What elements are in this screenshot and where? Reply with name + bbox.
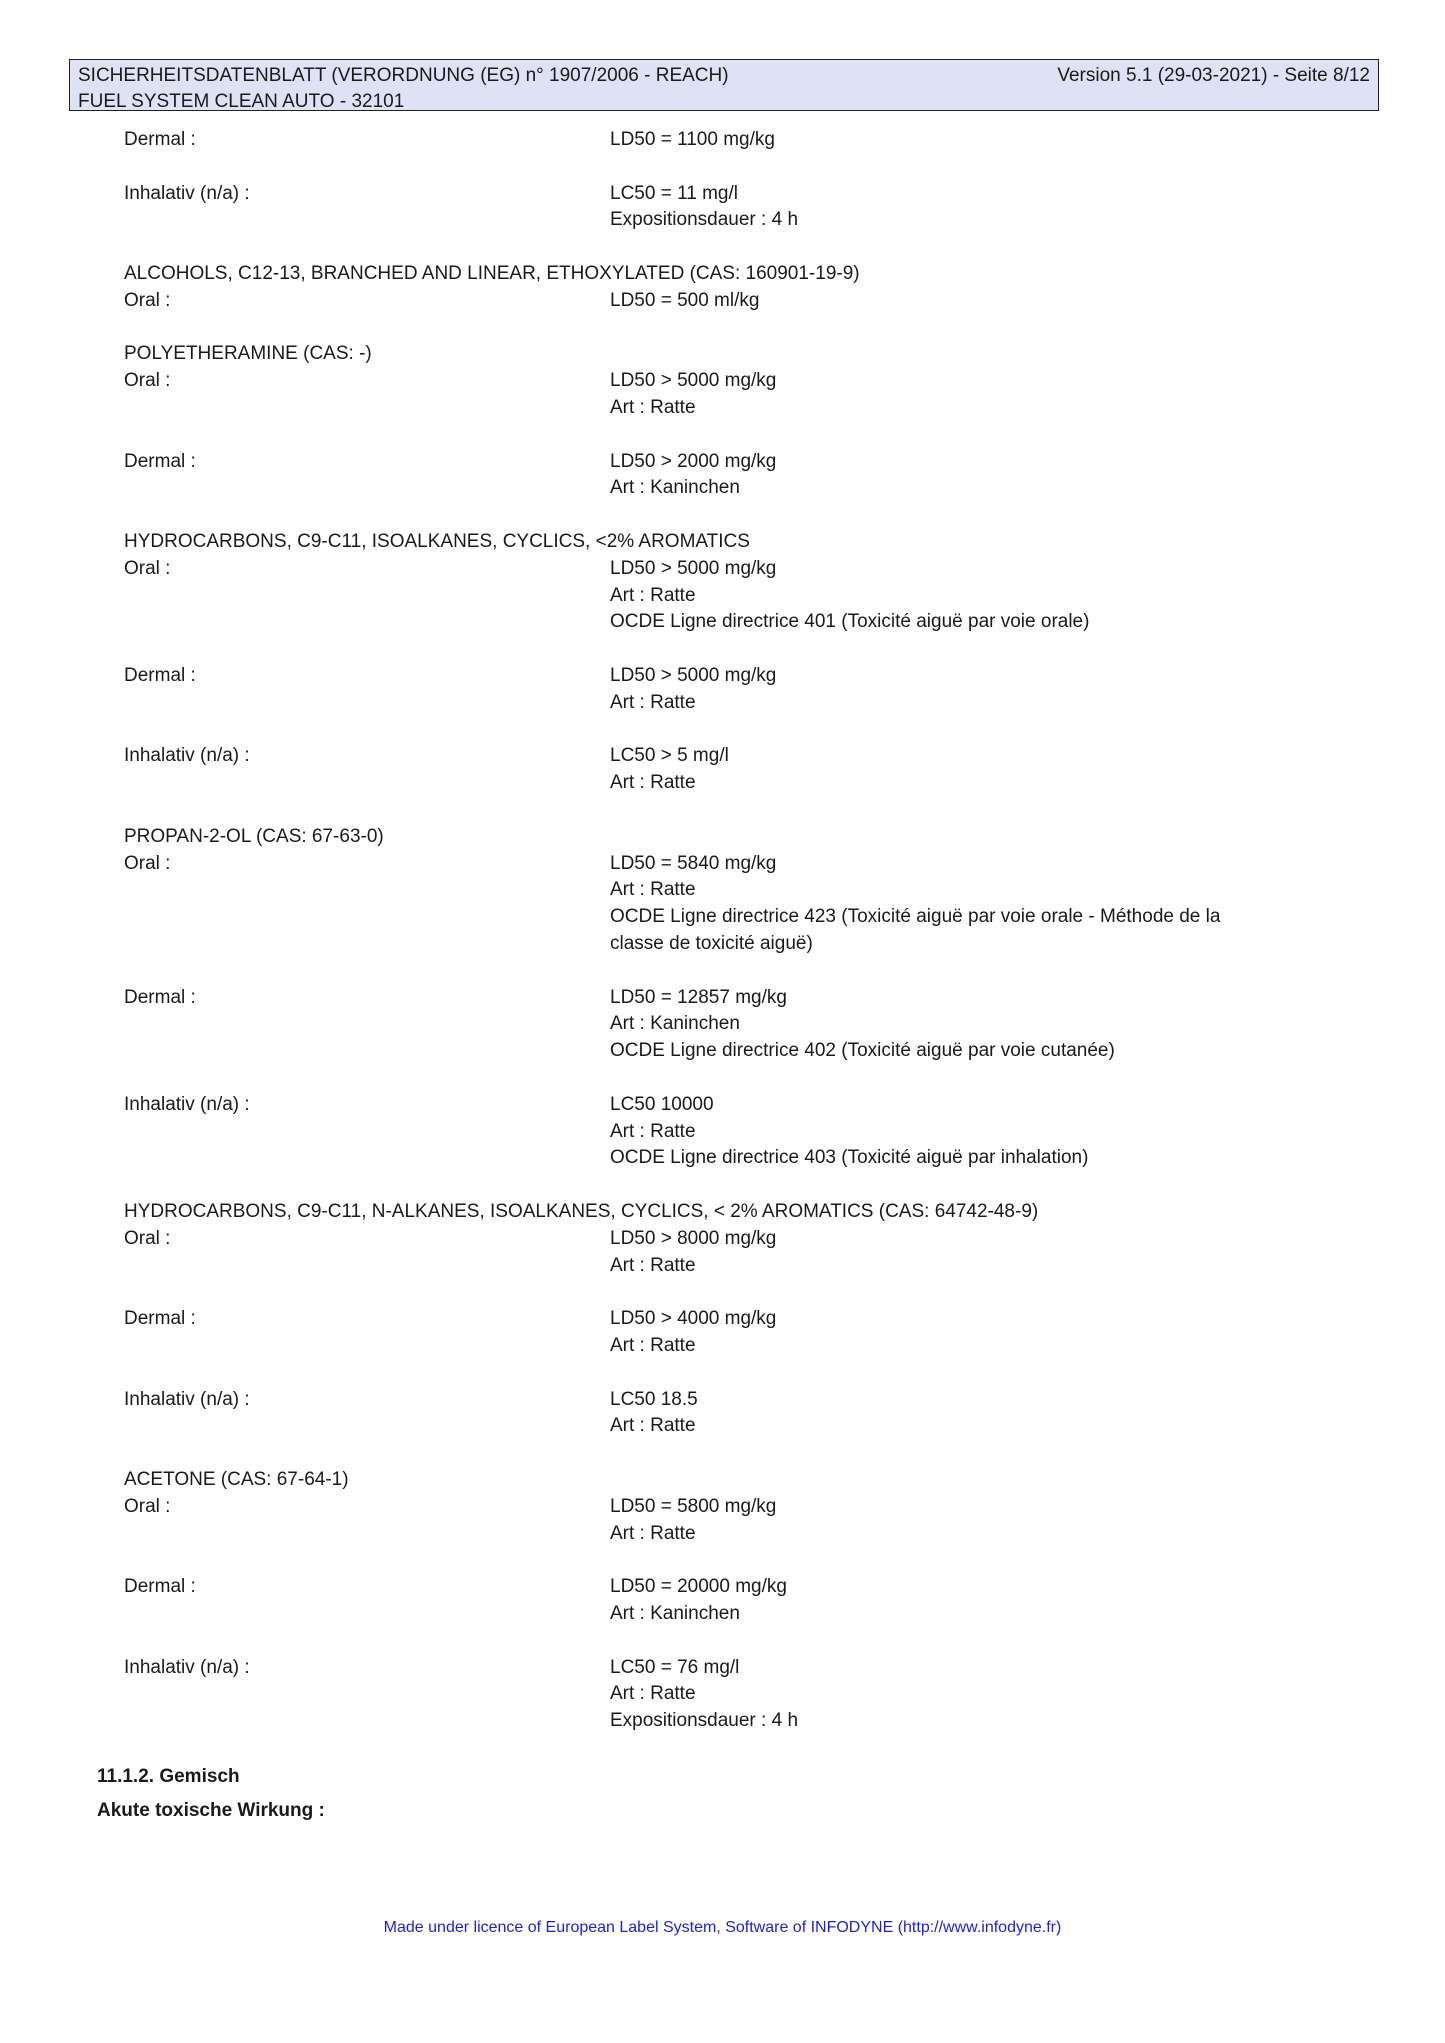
toxicity-value: Art : Ratte	[610, 397, 696, 418]
toxicity-value: Art : Kaninchen	[610, 1603, 740, 1624]
toxicity-value: LD50 > 2000 mg/kg	[610, 450, 777, 472]
substance-name: POLYETHERAMINE (CAS: -)	[124, 343, 372, 365]
toxicity-value: Art : Ratte	[610, 1415, 696, 1437]
exposure-route-label: Oral :	[124, 1495, 171, 1517]
toxicity-value: LD50 > 8000 mg/kg	[610, 1227, 777, 1249]
toxicity-value: OCDE Ligne directrice 403 (Toxicité aiguë par inhalation)	[610, 1147, 1089, 1169]
exposure-route-label: Oral :	[124, 1227, 171, 1249]
exposure-route-label: Inhalativ (n/a) :	[124, 745, 250, 767]
exposure-route-label: Dermal :	[124, 1576, 196, 1598]
section-subheading: Akute toxische Wirkung :	[97, 1799, 325, 1821]
exposure-route-label: Inhalativ (n/a) :	[124, 1388, 250, 1410]
substance-name: ACETONE (CAS: 67-64-1)	[124, 1469, 349, 1490]
toxicity-value: Art : Ratte	[610, 879, 696, 901]
exposure-route-label: Inhalativ (n/a) :	[124, 1656, 250, 1678]
toxicity-value: LC50 10000	[610, 1093, 714, 1115]
toxicity-value: Art : Ratte	[610, 1254, 696, 1276]
toxicity-value: Expositionsdauer : 4 h	[610, 209, 799, 231]
toxicity-value: OCDE Ligne directrice 402 (Toxicité aiguë par voie cutanée)	[610, 1040, 1115, 1062]
exposure-route-label: Oral :	[124, 370, 171, 392]
exposure-route-label: Oral :	[124, 289, 171, 311]
substance-name: HYDROCARBONS, C9-C11, N-ALKANES, ISOALKANES, CYCLICS, < 2% AROMATICS (CAS: 64742-48-9)	[124, 1201, 1039, 1222]
exposure-route-label: Dermal :	[124, 986, 196, 1008]
toxicity-value: LD50 > 4000 mg/kg	[610, 1308, 777, 1330]
toxicity-value: LD50 > 5000 mg/kg	[610, 370, 777, 392]
toxicity-value: Art : Kaninchen	[610, 477, 740, 499]
toxicity-value: LC50 > 5 mg/l	[610, 745, 729, 767]
exposure-route-label: Oral :	[124, 557, 171, 579]
toxicity-value: Art : Ratte	[610, 1335, 696, 1356]
toxicity-value: LD50 > 5000 mg/kg	[610, 665, 777, 686]
exposure-route-label: Dermal :	[124, 450, 196, 472]
toxicity-value: LC50 18.5	[610, 1388, 698, 1410]
exposure-route-label: Dermal :	[124, 1308, 196, 1330]
toxicity-value: LD50 = 20000 mg/kg	[610, 1576, 787, 1598]
exposure-route-label: Oral :	[124, 852, 171, 874]
toxicity-value: Art : Kaninchen	[610, 1013, 740, 1035]
toxicity-value: LD50 = 5800 mg/kg	[610, 1495, 777, 1517]
exposure-route-label: Dermal :	[124, 665, 196, 686]
toxicity-value: Art : Ratte	[610, 1683, 696, 1705]
toxicity-value: LC50 = 11 mg/l	[610, 182, 738, 204]
toxicity-value: Art : Ratte	[610, 1120, 696, 1142]
substance-name: ALCOHOLS, C12-13, BRANCHED AND LINEAR, ETHOXYLATED (CAS: 160901-19-9)	[124, 263, 860, 284]
toxicity-value: LD50 = 1100 mg/kg	[610, 129, 775, 150]
toxicity-value: Art : Ratte	[610, 772, 696, 794]
toxicity-value: LD50 = 500 ml/kg	[610, 289, 760, 311]
document-header	[69, 59, 1379, 111]
toxicity-value: LD50 > 5000 mg/kg	[610, 557, 777, 579]
toxicity-value: OCDE Ligne directrice 423 (Toxicité aiguë par voie orale - Méthode de la	[610, 906, 1221, 928]
toxicity-value: LD50 = 12857 mg/kg	[610, 986, 787, 1008]
document-title: SICHERHEITSDATENBLATT (VERORDNUNG (EG) n° 1907/2006 - REACH)	[78, 65, 729, 86]
exposure-route-label: Inhalativ (n/a) :	[124, 1093, 250, 1115]
toxicity-value: Art : Ratte	[610, 1522, 696, 1544]
toxicity-value: LC50 = 76 mg/l	[610, 1656, 740, 1678]
exposure-route-label: Inhalativ (n/a) :	[124, 182, 250, 204]
toxicity-value: Art : Ratte	[610, 691, 696, 713]
toxicity-value: LD50 = 5840 mg/kg	[610, 852, 777, 874]
version-info: Version 5.1 (29-03-2021) - Seite 8/12	[1057, 65, 1370, 86]
section-heading: 11.1.2. Gemisch	[97, 1765, 240, 1787]
toxicity-value: classe de toxicité aiguë)	[610, 933, 813, 954]
exposure-route-label: Dermal :	[124, 129, 196, 150]
substance-name: PROPAN-2-OL (CAS: 67-63-0)	[124, 825, 384, 847]
toxicity-value: Expositionsdauer : 4 h	[610, 1710, 799, 1732]
product-name: FUEL SYSTEM CLEAN AUTO - 32101	[78, 91, 405, 112]
substance-name: HYDROCARBONS, C9-C11, ISOALKANES, CYCLICS, <2% AROMATICS	[124, 531, 750, 552]
footer-licence: Made under licence of European Label System, Software of INFODYNE (http://www.infodyne.fr)	[383, 1919, 1062, 1936]
toxicity-value: Art : Ratte	[610, 584, 696, 606]
toxicity-value: OCDE Ligne directrice 401 (Toxicité aiguë par voie orale)	[610, 611, 1090, 633]
